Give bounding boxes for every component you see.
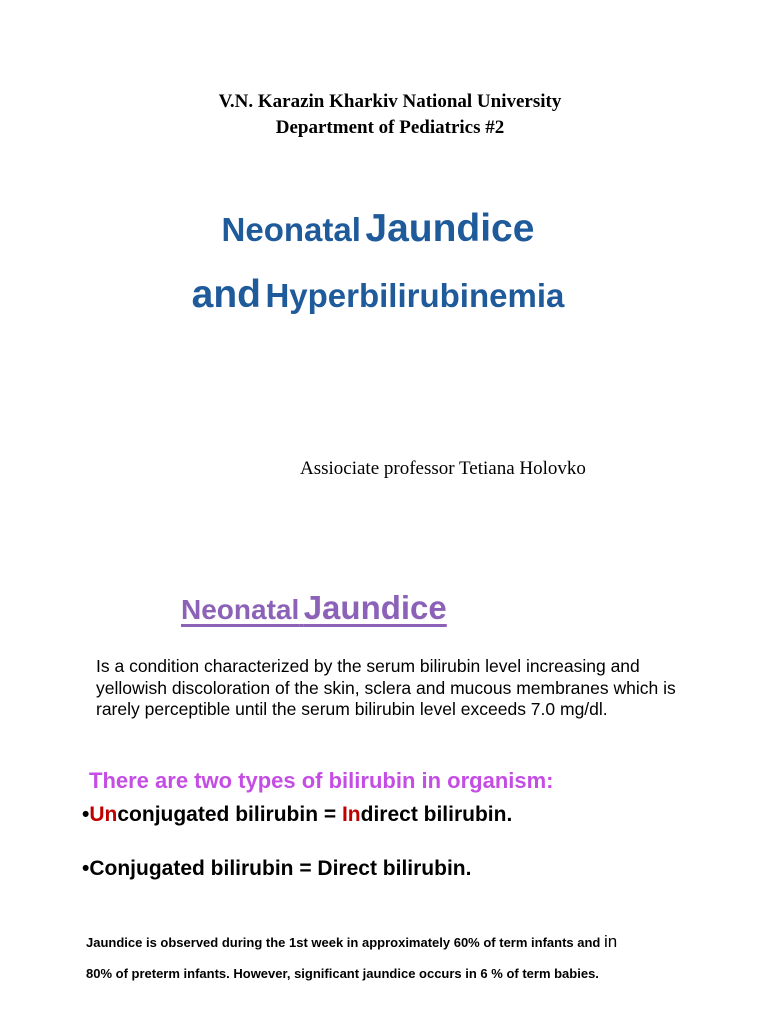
title-line-1 [0,200,756,266]
title-line-2 [0,266,756,332]
note-word-in: in [603,932,618,951]
bullet-text-2: direct bilirubin. [360,803,513,826]
author-name: Assiociate professor Tetiana Holovko [300,458,586,479]
definition-paragraph: Is a condition characterized by the serum bilirubin level increasing and yellowish discoloration of the skin, sclera and mucous membranes which is rarely perceptible until the serum bilirubin level exceeds 7.0 mg/dl. [96,656,676,719]
title-word-hyperbilirubinemia: Hyperbilirubinemia [265,277,565,314]
prefix-un: Un [89,803,118,826]
bullet-text-1: conjugated bilirubin = [117,803,342,826]
bullet-conjugated: •Conjugated bilirubin = Direct bilirubin. [82,857,472,880]
bullet-unconjugated [82,803,512,827]
title-word-and: and [191,273,261,316]
prefix-in: In [341,803,361,826]
section-heading-jaundice: Jaundice [303,589,447,626]
incidence-note-line-1 [86,932,617,952]
slide-title [0,200,756,332]
bilirubin-types-heading: There are two types of bilirubin in organism: [89,768,554,793]
section-heading-neonatal: Neonatal [181,594,300,625]
bullet-marker: • [82,803,90,826]
incidence-note-line-2: 80% of preterm infants. However, significant jaundice occurs in 6 % of term babies. [86,966,599,981]
university-header [0,89,768,141]
section-heading [181,589,447,627]
title-word-jaundice: Jaundice [365,207,535,250]
department-name: Department of Pediatrics #2 [275,117,505,138]
title-word-neonatal: Neonatal [221,211,361,248]
university-name: V.N. Karazin Kharkiv National University [218,91,562,112]
note-text: Jaundice is observed during the 1st week in approximately 60% of term infants and [86,935,604,950]
